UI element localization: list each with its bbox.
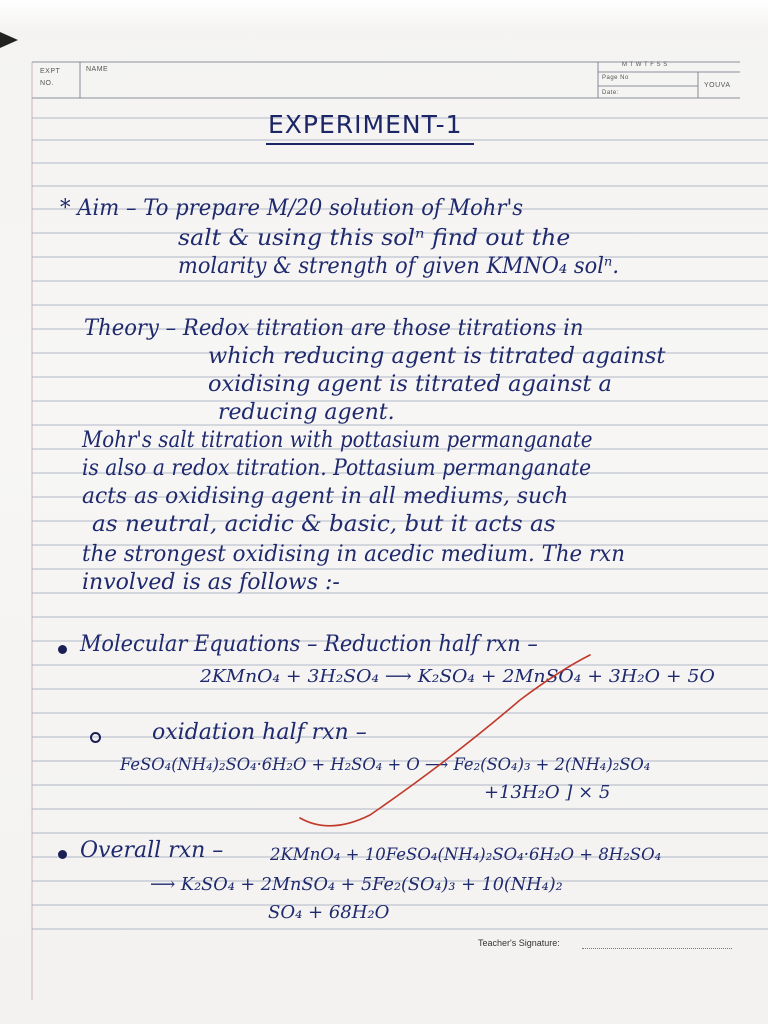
molecular-heading: Molecular Equations – Reduction half rxn – [80,632,538,657]
no-label: NO. [40,80,54,87]
aim-line-3: molarity & strength of given KMNO₄ solⁿ. [178,254,620,279]
theory-line-2: which reducing agent is titrated against [208,344,666,369]
overall-heading: Overall rxn – [80,838,224,863]
signature-line [582,948,732,949]
date-label: Date: [602,90,619,96]
theory-line-9: the strongest oxidising in acedic medium. The rxn [82,542,625,567]
theory-line-3: oxidising agent is titrated against a [208,372,612,397]
theory-line-1: Theory – Redox titration are those titrations in [84,316,584,341]
teacher-signature-label: Teacher's Signature: [478,938,560,948]
bullet-icon [90,732,101,743]
theory-line-8: as neutral, acidic & basic, but it acts as [92,512,556,537]
reduction-equation: 2KMnO₄ + 3H₂SO₄ ⟶ K₂SO₄ + 2MnSO₄ + 3H₂O + 5O [200,666,715,687]
brand-label: YOUVA [704,82,731,89]
overall-equation-1: 2KMnO₄ + 10FeSO₄(NH₄)₂SO₄·6H₂O + 8H₂SO₄ [270,845,662,865]
page-no-label: Page No [602,75,629,81]
bullet-icon [58,645,67,654]
title-underline [266,143,474,145]
weekday-row: M T W T F S S [622,62,668,68]
theory-line-10: involved is as follows :- [82,570,340,595]
overall-equation-3: SO₄ + 68H₂O [268,902,390,923]
theory-line-4: reducing agent. [218,400,395,425]
page-title: EXPERIMENT-1 [268,110,463,139]
theory-line-6: is also a redox titration. Pottasium permanganate [82,456,592,481]
expt-label: EXPT [40,68,61,75]
theory-line-5: Mohr's salt titration with pottasium permanganate [82,428,593,453]
name-label: NAME [86,66,109,73]
oxidation-heading: oxidation half rxn – [152,720,367,745]
aim-line-2: salt & using this solⁿ find out the [178,226,571,251]
theory-line-7: acts as oxidising agent in all mediums, such [82,484,569,509]
overall-equation-2: ⟶ K₂SO₄ + 2MnSO₄ + 5Fe₂(SO₄)₃ + 10(NH₄)₂ [150,874,563,895]
oxidation-equation-cont: +13H₂O ] × 5 [484,782,611,803]
bullet-icon [58,850,67,859]
aim-line-1: * Aim – To prepare M/20 solution of Mohr's [60,196,524,221]
oxidation-equation: FeSO₄(NH₄)₂SO₄·6H₂O + H₂SO₄ + O ⟶ Fe₂(SO₄)₃ + 2(NH₄)₂SO₄ [120,755,651,775]
